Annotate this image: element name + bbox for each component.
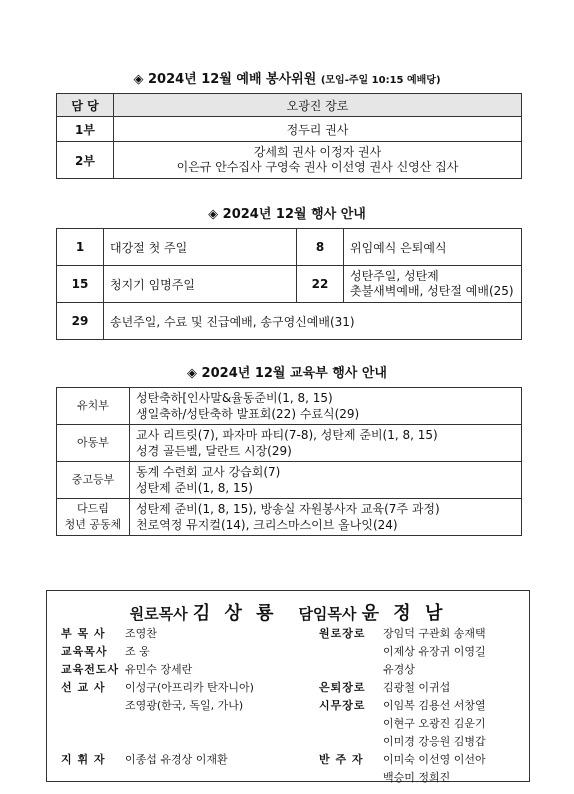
event-date: 22 [297, 266, 344, 303]
event-text [344, 229, 522, 266]
event-date: 15 [57, 266, 104, 303]
education-table [56, 387, 522, 536]
staff-row [319, 751, 486, 769]
staff-role-label: 부 목 사 [61, 627, 106, 640]
department-events [130, 499, 522, 536]
event-date: 8 [297, 229, 344, 266]
staff-row [61, 715, 254, 733]
event-date: 1 [57, 229, 104, 266]
staff-names: 유민수 장세란 [125, 663, 193, 676]
event-line: 성탄주일, 성탄제 [350, 269, 439, 283]
department-line: 생일축하/성탄축하 발표회(22) 수료식(29) [136, 407, 360, 421]
event-text: 청지기 임명주일 [104, 266, 297, 303]
staff-names: 유경상 [383, 663, 415, 676]
staff-row [61, 679, 254, 697]
department-label: 유치부 [57, 388, 130, 425]
worship-title [0, 68, 574, 87]
staff-names: 조 웅 [125, 645, 150, 658]
event-row [57, 229, 522, 266]
event-row [57, 303, 522, 340]
education-row [57, 462, 522, 499]
service-value [114, 142, 522, 179]
department-events [130, 425, 522, 462]
staff-row [319, 643, 486, 661]
staff-role-label: 지 휘 자 [61, 753, 106, 766]
staff-row [61, 733, 254, 751]
department-line: 성경 골든벨, 달란트 시장(29) [136, 444, 292, 458]
worship-row [57, 117, 522, 142]
staff-names: 이현구 오광진 김운기 [383, 717, 486, 730]
service-label: 1부 [57, 117, 114, 142]
staff-row [319, 625, 486, 643]
service-label: 2부 [57, 142, 114, 179]
senior-label: 담임목사 [298, 605, 357, 623]
staff-row [319, 679, 486, 697]
staff-names: 조영찬 [125, 627, 157, 640]
event-line: 촛불새벽예배, 성탄절 예배(25) [350, 284, 514, 298]
staff-row [319, 733, 486, 751]
pastors-heading [47, 599, 529, 625]
staff-role-label: 교육목사 [61, 645, 108, 658]
header-label: 담 당 [57, 94, 114, 117]
staff-row [319, 715, 486, 733]
staff-names: 이미숙 이선영 이선아 [383, 753, 486, 766]
header-value: 오광진 장로 [114, 94, 522, 117]
worship-title-text: ◈ 2024년 12월 예배 봉사위원 [133, 72, 317, 87]
worship-header-row [57, 94, 522, 117]
department-line: 동계 수련회 교사 강습회(7) [136, 465, 281, 479]
event-line: 위임예식 은퇴예식 [350, 240, 447, 255]
department-label [57, 499, 130, 536]
staff-right-column [319, 625, 486, 787]
staff-role-label: 시무장로 [319, 699, 366, 712]
worship-title-note: (모임-주일 10:15 예배당) [320, 75, 441, 86]
staff-row [319, 769, 486, 787]
department-line: 교사 리트릿(7), 파자마 파티(7-8), 성탄제 준비(1, 8, 15) [136, 428, 438, 442]
staff-row [319, 697, 486, 715]
events-table [56, 228, 522, 340]
staff-names: 김광철 이귀섭 [383, 681, 451, 694]
staff-box [46, 590, 530, 782]
staff-names: 백승미 정희진 [383, 771, 451, 784]
staff-role-label: 교육전도사 [61, 663, 120, 676]
department-label-line: 다드림 [77, 502, 109, 515]
event-text [344, 266, 522, 303]
department-line: 천로역정 뮤지컬(14), 크리스마스이브 올나잇(24) [136, 518, 398, 532]
staff-row [319, 661, 486, 679]
staff-row [61, 751, 254, 769]
event-row [57, 266, 522, 303]
staff-names: 이성구(아프리카 탄자니아) [125, 681, 254, 694]
staff-names: 이종섭 유경상 이재환 [125, 753, 228, 766]
department-line: 성탄제 준비(1, 8, 15), 방송실 자원봉사자 교육(7주 과정) [136, 502, 440, 516]
education-row [57, 499, 522, 536]
senior-name: 윤 정 남 [361, 603, 447, 624]
staff-names: 이제상 유장귀 이영길 [383, 645, 486, 658]
education-row [57, 388, 522, 425]
department-events [130, 388, 522, 425]
staff-row [61, 643, 254, 661]
department-events [130, 462, 522, 499]
event-text: 대강절 첫 주일 [104, 229, 297, 266]
staff-role-label: 원로장로 [319, 627, 366, 640]
event-date: 29 [57, 303, 104, 340]
staff-left-column [61, 625, 254, 769]
events-title: ◈ 2024년 12월 행사 안내 [208, 207, 366, 222]
staff-names: 장임덕 구관회 송재택 [383, 627, 486, 640]
worship-row [57, 142, 522, 179]
worship-table [56, 93, 522, 179]
emeritus-name: 김 상 룡 [192, 603, 278, 624]
staff-row [61, 625, 254, 643]
department-line: 성탄축하[인사말&율동준비(1, 8, 15) [136, 391, 333, 405]
event-text: 송년주일, 수료 및 진급예배, 송구영신예배(31) [104, 303, 522, 340]
department-label-line: 청년 공동체 [64, 518, 122, 531]
education-row [57, 425, 522, 462]
department-label: 중고등부 [57, 462, 130, 499]
staff-row [61, 661, 254, 679]
staff-row [61, 697, 254, 715]
staff-role-label: 반 주 자 [319, 753, 364, 766]
staff-names: 이미경 강응원 김병갑 [383, 735, 486, 748]
staff-role-label: 선 교 사 [61, 681, 106, 694]
emeritus-label: 원로목사 [129, 605, 188, 623]
service-line: 강세희 권사 이정자 권사 [253, 145, 382, 159]
department-label: 아동부 [57, 425, 130, 462]
staff-role-label: 은퇴장로 [319, 681, 366, 694]
service-line: 이은규 안수집사 구영숙 권사 이선영 권사 신영산 집사 [176, 160, 459, 174]
service-value: 정두리 권사 [114, 117, 522, 142]
department-line: 성탄제 준비(1, 8, 15) [136, 481, 253, 495]
staff-names: 이임복 김용선 서창열 [383, 699, 486, 712]
staff-names: 조영광(한국, 독일, 가나) [125, 699, 244, 712]
education-title: ◈ 2024년 12월 교육부 행사 안내 [187, 366, 387, 381]
